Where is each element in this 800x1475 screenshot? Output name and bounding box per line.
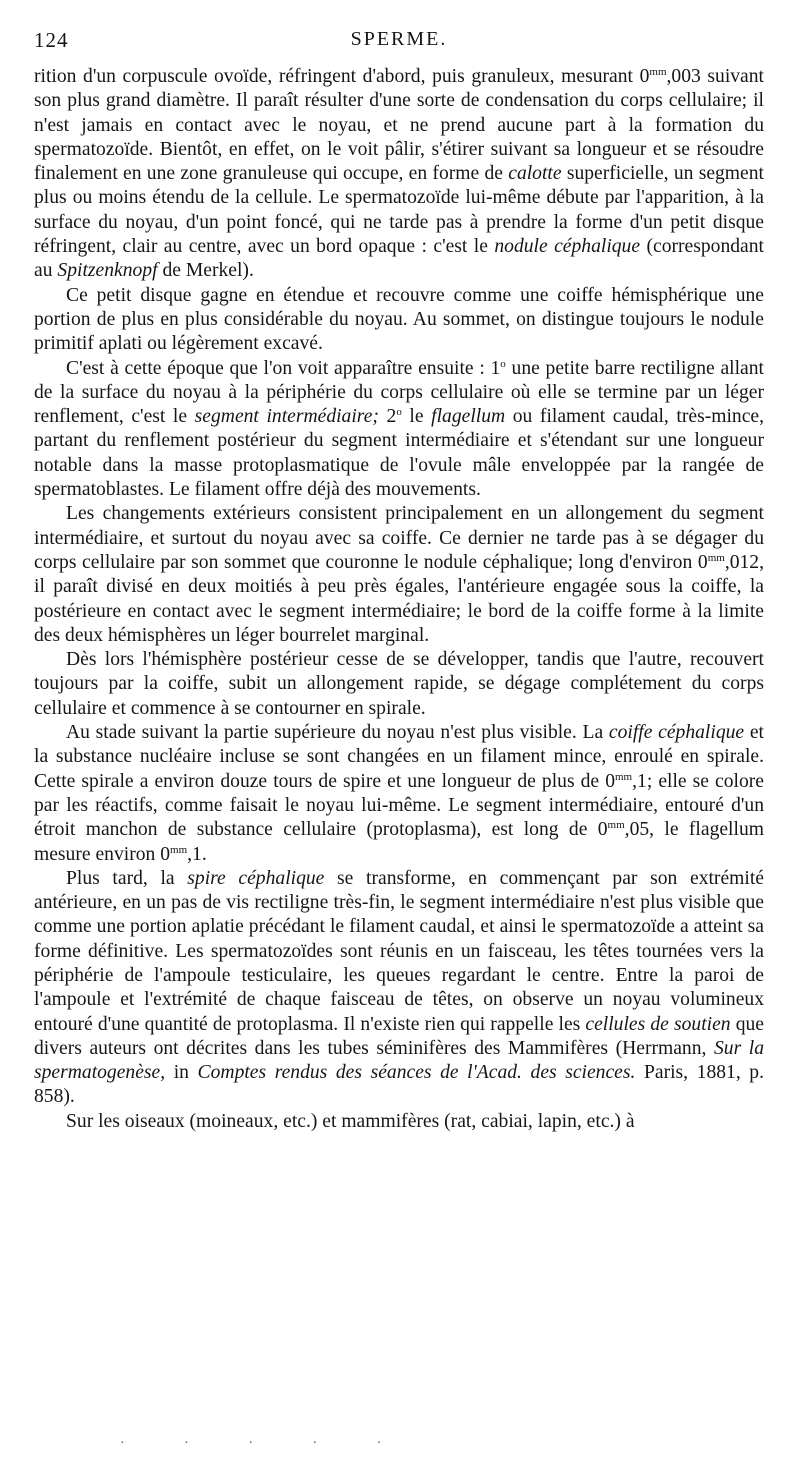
paragraph xyxy=(34,502,764,648)
text-run: de Merkel). xyxy=(157,260,254,282)
paragraph xyxy=(34,65,764,284)
italic-text: Comptes rendus des séances de l'Acad. des sciences. xyxy=(197,1062,636,1084)
text-run: rition d'un corpuscule ovoïde, réfringent d'abord, puis granuleux, mesurant 0 xyxy=(34,66,650,87)
text-run: C'est à cette époque que l'on voit apparaître ensuite : 1 xyxy=(66,357,501,379)
text-run: ,1; elle se colore par les réactifs, comme faisait le noyau lui-même. Le segment intermédiaire, entouré d'un étroit manchon de substance cellulaire (protoplasma), est long de 0 xyxy=(34,770,764,841)
text-run: que divers auteurs ont décrites dans les tubes séminifères des Mammifères (Herrmann, xyxy=(34,1013,765,1059)
italic-text: coiffe céphalique xyxy=(608,722,745,744)
superscript: mm xyxy=(170,843,188,856)
text-run: se transforme, en commençant par son extrémité antérieure, en un pas de vis rectiligne très-fin, le segment intermédiaire n'est plus visible que comme une portion aplatie précédant le filament caudal, et ainsi le spermatozoïde a atteint sa forme définitive. Les spermatozoïdes sont réunis en un faisceau, les têtes tournées vers la périphérie de l'ampoule testiculaire, les queues regardant le centre. Entre la paroi de l'ampoule et l'extrémité de chaque faisceau de têtes, on observe un noyau volumineux entouré d'une quantité de protoplasma. Il n'existe rien qui rappelle les xyxy=(34,867,764,1035)
italic-text: segment intermédiaire; xyxy=(194,406,379,428)
superscript: o xyxy=(500,357,506,370)
paragraph xyxy=(34,867,764,1110)
text-run: ,003 suivant son plus grand diamètre. Il paraît résulter d'une sorte de condensation du corps cellulaire; il n'est jamais en contact avec le noyau, et ne prend aucune part à la formation du spermatozoïde. Bientôt, en effet, on le voit pâlir, s'étirer suivant sa longueur et se résoudre finalement en une zone granuleuse qui occupe, en forme de xyxy=(34,66,764,185)
text-run: Plus tard, la xyxy=(66,867,188,889)
paragraph xyxy=(34,1110,764,1134)
text-run: Sur les oiseaux (moineaux, etc.) et mammifères (rat, cabiai, lapin, etc.) à xyxy=(66,1110,635,1132)
italic-text: Spitzenknopf xyxy=(57,260,158,282)
paragraph xyxy=(34,284,764,357)
text-run: (correspondant au xyxy=(34,236,764,282)
paragraph xyxy=(34,721,764,867)
paragraph xyxy=(34,648,764,721)
page-number: 124 xyxy=(34,28,69,52)
text-run: une petite barre rectiligne allant de la surface du noyau à la périphérie du corps cellulaire où elle se termine par un léger renflement, c'est le xyxy=(34,357,764,428)
page-bottom-marks: · · · · · xyxy=(120,1436,410,1451)
text-run: ou filament caudal, très-mince, partant du renflement postérieur du segment intermédiaire et s'étendant sur une longueur notable dans la masse protoplasmatique de l'ovule mâle enveloppée par la rangée de spermatoblastes. Le filament offre déjà des mouvements. xyxy=(34,406,765,501)
text-run: in xyxy=(165,1062,198,1084)
text-run: ,012, il paraît divisé en deux moitiés à peu près égales, l'antérieure engagée sous la coiffe, la postérieure en contact avec le segment intermédiaire; le bord de la coiffe forme à la limite des deux hémisphères un léger bourrelet marginal. xyxy=(34,551,764,646)
superscript: mm xyxy=(607,819,625,832)
superscript: mm xyxy=(649,66,667,78)
italic-text: cellules de soutien xyxy=(585,1013,731,1035)
text-run: ,05, le flagellum mesure environ 0 xyxy=(34,819,764,865)
page-header xyxy=(34,28,764,58)
italic-text: spire céphalique xyxy=(187,867,325,889)
superscript: mm xyxy=(615,770,633,783)
italic-text: Sur la spermatogenèse, xyxy=(34,1037,764,1084)
italic-text: flagellum xyxy=(431,406,506,428)
text-run: le xyxy=(401,406,432,428)
text-run: Ce petit disque gagne en étendue et recouvre comme une coiffe hémisphérique une portion de plus en plus considérable du noyau. Au sommet, on distingue toujours le nodule primitif aplati ou légèrement excavé. xyxy=(34,284,764,355)
superscript: o xyxy=(396,406,402,419)
paragraph xyxy=(34,357,764,503)
text-run: et la substance nucléaire incluse se sont changées en un filament mince, enroulé en spirale. Cette spirale a environ douze tours de spire et une longueur de plus de 0 xyxy=(34,722,764,792)
text-run: ,1. xyxy=(187,843,207,865)
italic-text: calotte xyxy=(508,163,562,185)
text-run: Au stade suivant la partie supérieure du noyau n'est plus visible. La xyxy=(66,722,609,744)
text-run: superficielle, un segment plus ou moins étendu de la cellule. Le spermatozoïde lui-même débute par l'apparition, à la surface du noyau, d'un point foncé, qui ne tarde pas à prendre la forme d'un petit disque réfringent, clair au centre, avec un bord opaque : c'est le xyxy=(34,163,764,258)
text-run: Les changements extérieurs consistent principalement en un allongement du segment intermédiaire, et surtout du noyau avec sa coiffe. Ce dernier ne tarde pas à se dégager du corps cellulaire par son sommet que couronne le nodule céphalique; long d'environ 0 xyxy=(34,503,764,573)
text-run: Paris, 1881, p. 858). xyxy=(34,1062,765,1108)
running-title: SPERME. xyxy=(350,28,448,50)
text-run: 2 xyxy=(378,406,397,428)
italic-text: nodule céphalique xyxy=(494,236,641,258)
text-run: Dès lors l'hémisphère postérieur cesse de se développer, tandis que l'autre, recouvert toujours par la coiffe, subit un allongement rapide, se dégage complétement du corps cellulaire et commence à se contourner en spirale. xyxy=(34,649,764,719)
superscript: mm xyxy=(707,551,725,564)
body-text xyxy=(34,65,764,1134)
